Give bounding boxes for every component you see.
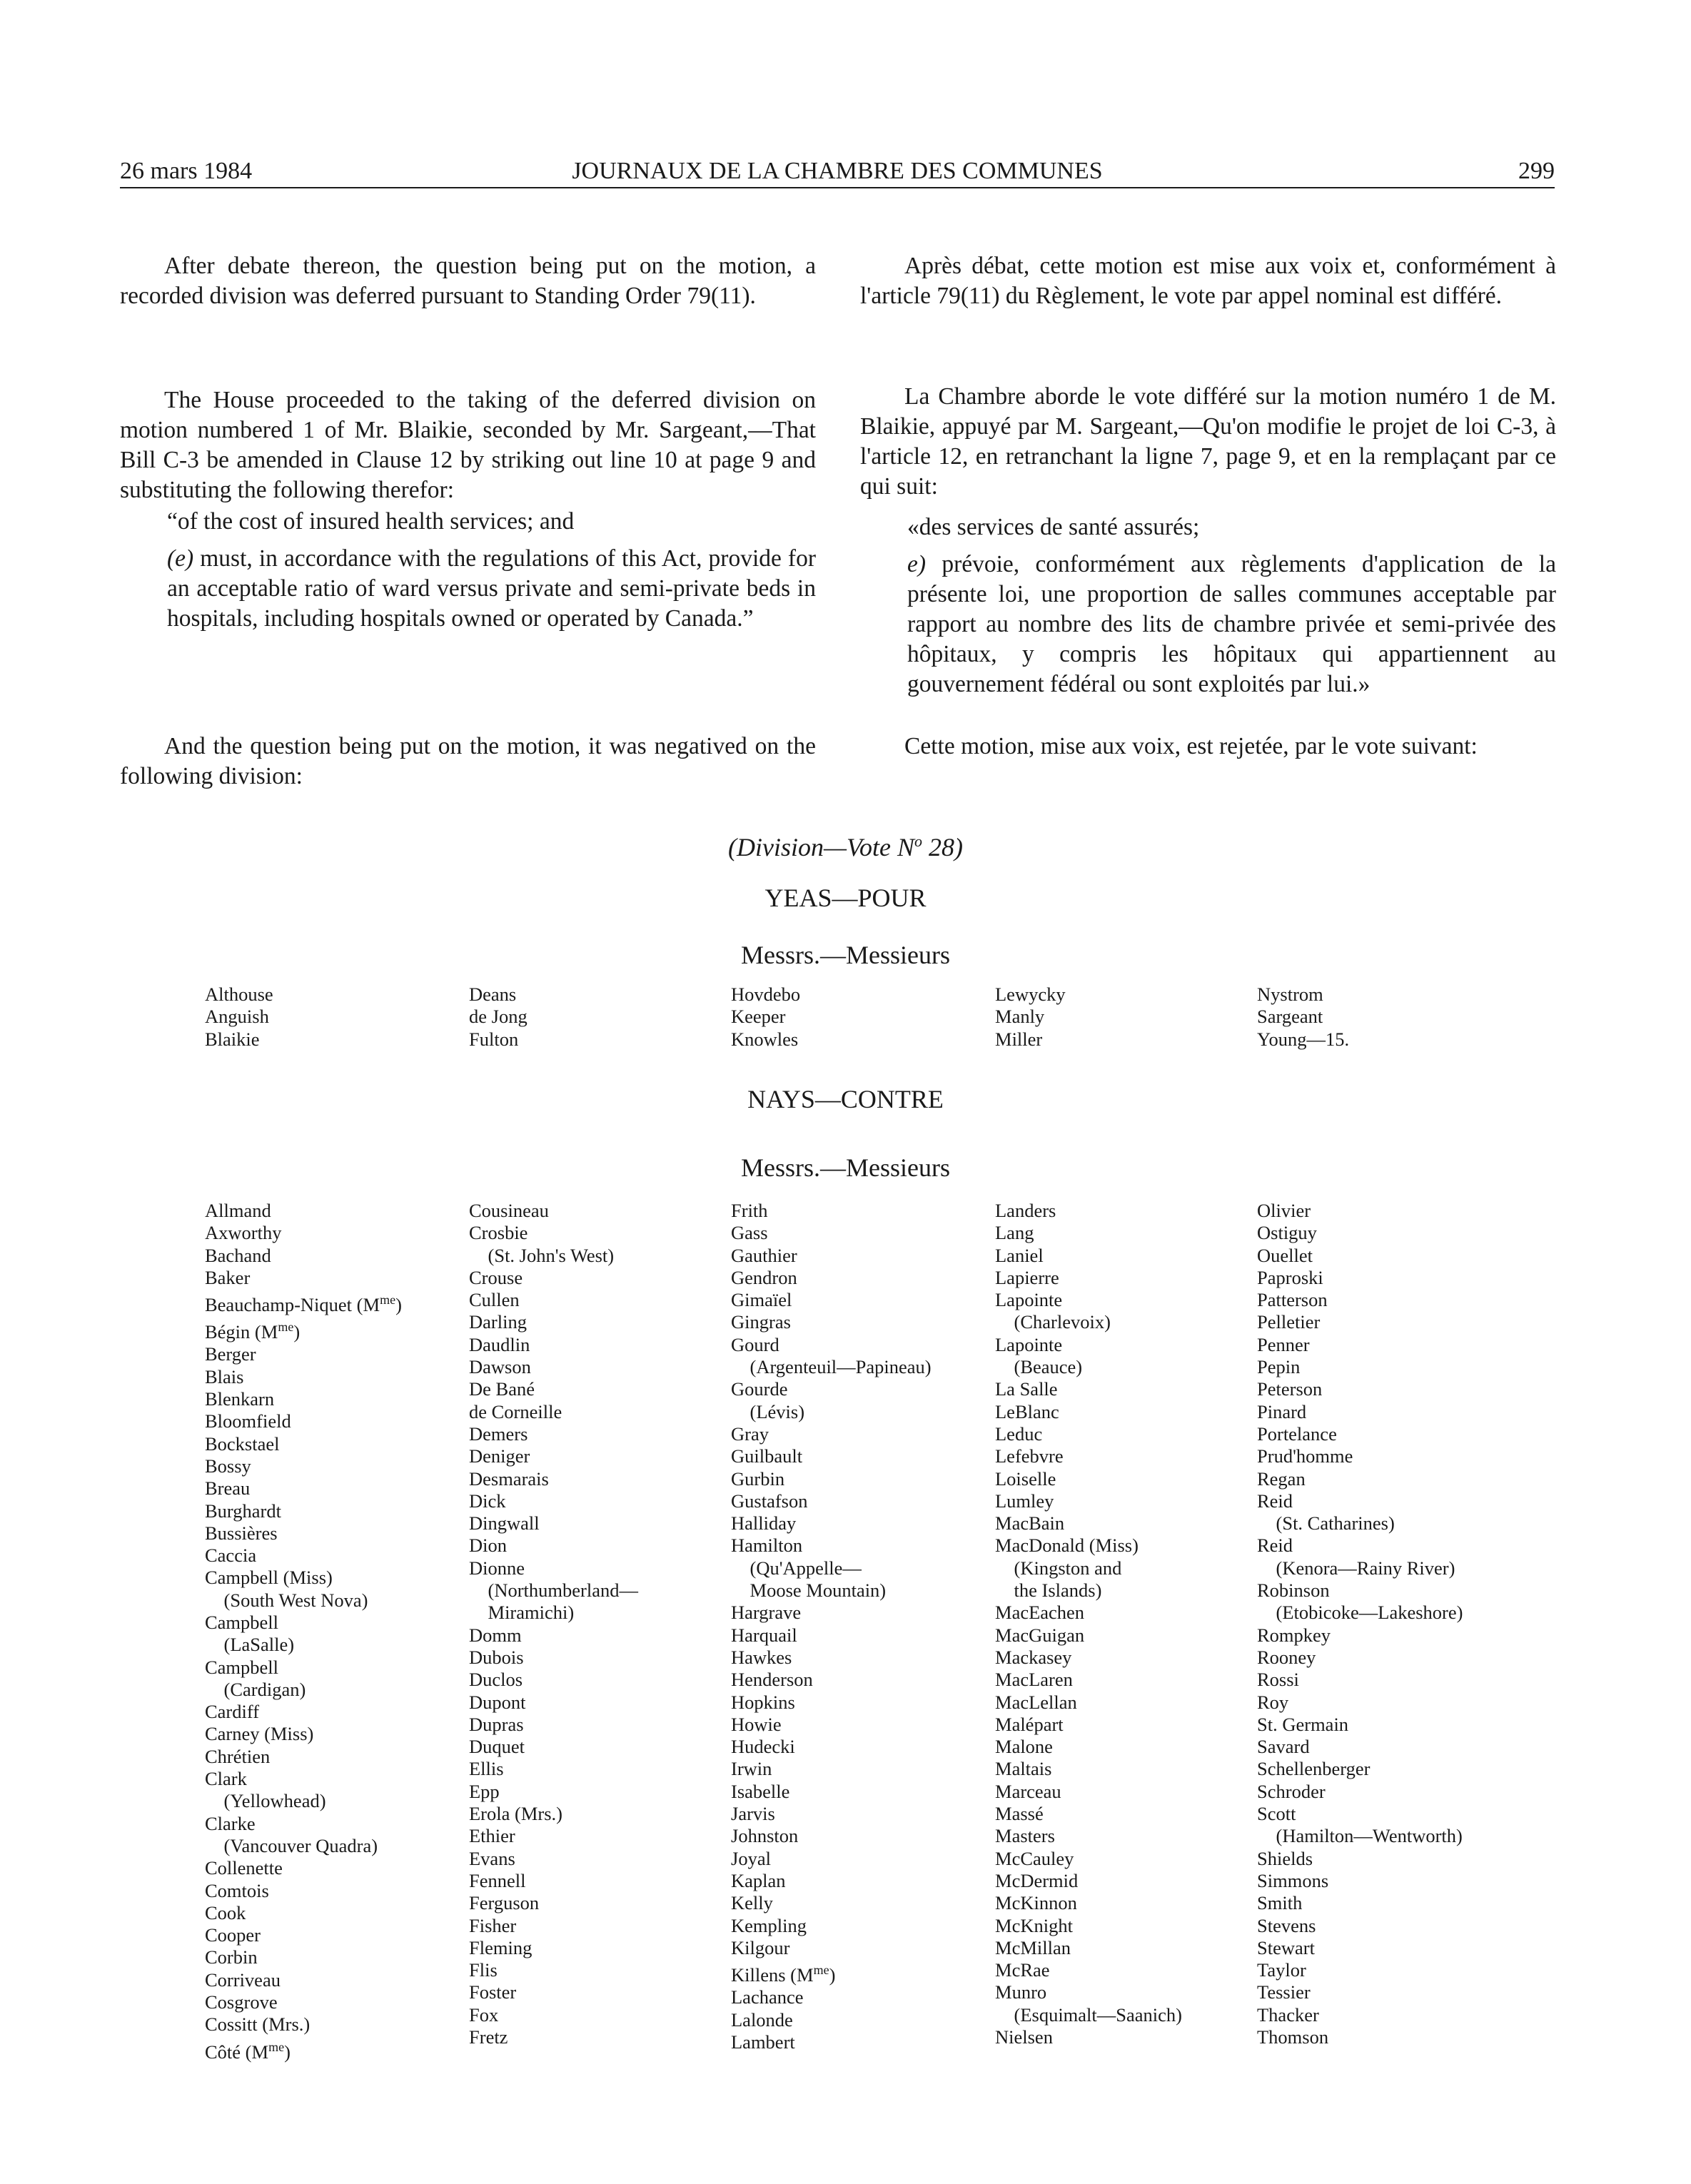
member-name: Scott [1257,1803,1296,1825]
member-name: Prud'homme [1257,1445,1353,1467]
member-name: Blenkarn [205,1388,275,1410]
member-name: Beauchamp-Niquet $(M^{me})$ [205,1293,402,1316]
member-name: La Salle [995,1378,1058,1400]
member-name: Cossitt (Mrs.) [205,2013,311,2036]
member-name: Corbin [205,1946,258,1968]
french-para-3: Cette motion, mise aux voix, est rejetée, par le vote suivant: [904,733,1478,759]
member-name: Gurbin [731,1467,785,1490]
english-clause-marker: (e) [167,545,194,572]
member-name: Bussières [205,1522,278,1544]
member-name: (Qu'Appelle— [731,1557,862,1579]
member-name: Blaikie [205,1028,260,1050]
english-para-1: After debate thereon, the question being put on the motion, a recorded division was deferred pursuant to Standing Order 79(11). [120,253,816,309]
member-name: Duquet [469,1736,525,1758]
member-name: Jarvis [731,1803,775,1825]
french-quote-line-1: «des services de santé assurés; [907,514,1200,540]
english-quote-line-2 [167,544,816,634]
member-name: Guilbault [731,1445,803,1467]
member-name: Hargrave [731,1602,802,1624]
member-name: Henderson [731,1669,813,1691]
member-name: Miller [995,1028,1043,1050]
member-name: (Beauce) [995,1356,1083,1378]
member-name: Landers [995,1200,1056,1221]
yeas-heading: YEAS—POUR [764,884,927,912]
member-name: MacLellan [995,1691,1077,1713]
member-name: Harquail [731,1624,797,1646]
member-name: Dionne [469,1557,525,1579]
member-name: Dawson [469,1356,531,1378]
french-quote-line-2 [907,550,1556,699]
member-name: Paproski [1257,1266,1323,1288]
member-name: Hamilton [731,1535,803,1557]
member-name: Cosgrove [205,1991,278,2013]
member-name: Fulton [469,1028,519,1050]
member-name: Rooney [1257,1646,1316,1668]
member-name: Loiselle [995,1467,1056,1490]
member-name: Demers [469,1422,528,1445]
english-para-2: The House proceeded to the taking of the deferred division on motion numbered 1 of Mr. Blaikie, seconded by Mr. Sargeant,—That Bill C-3 be amended in Clause 12 by striking out line 10 at page 9 and substituting the following therefor: [120,387,816,503]
member-name: Cousineau [469,1200,549,1221]
member-name: de Corneille [469,1400,562,1422]
member-name: Breau [205,1477,251,1500]
nays-column [469,1200,638,2048]
member-name: Marceau [995,1780,1061,1802]
member-name: Isabelle [731,1780,790,1802]
member-name: (Yellowhead) [205,1790,326,1812]
member-name: Cullen [469,1289,520,1311]
member-name: Comtois [205,1879,269,1901]
member-name: Epp [469,1780,500,1802]
member-name: Berger [205,1343,256,1365]
member-name: Erola (Mrs.) [469,1803,562,1825]
member-name: Cardiff [205,1701,260,1723]
member-name: Gourd [731,1333,779,1355]
member-name: MacGuigan [995,1624,1085,1646]
member-name: Evans [469,1847,515,1869]
member-name: Roy [1257,1691,1289,1713]
member-name: Shields [1257,1847,1313,1869]
member-name: Ferguson [469,1892,540,1914]
member-name: De Bané [469,1378,535,1400]
member-name: Nielsen [995,2026,1053,2048]
member-name: (St. John's West) [469,1244,615,1266]
member-name: MacEachen [995,1602,1085,1624]
member-name: Keeper [731,1006,786,1028]
member-name: Mackasey [995,1646,1072,1668]
member-name: Irwin [731,1758,772,1780]
member-name: Blais [205,1365,244,1387]
member-name: (LaSalle) [205,1634,295,1656]
member-name: Lumley [995,1490,1054,1512]
member-name: Cook [205,1901,246,1923]
header-date: 26 mars 1984 [120,158,253,184]
member-name: Bloomfield [205,1410,291,1432]
member-name: (South West Nova) [205,1589,368,1611]
member-name: (Kenora—Rainy River) [1257,1557,1455,1579]
yeas-column [469,984,528,1051]
member-name: Pepin [1257,1356,1301,1378]
member-name: (Charlevoix) [995,1311,1111,1333]
member-name: MacLaren [995,1669,1073,1691]
member-name: Lambert [731,2031,795,2053]
nays-column [995,1200,1182,2048]
member-name: Hawkes [731,1646,792,1668]
nays-heading: NAYS—CONTRE [747,1085,944,1113]
member-name: Olivier [1257,1200,1311,1221]
member-name: Bégin $(M^{me})$ [205,1320,301,1343]
yeas-column [205,984,273,1051]
member-name: Ellis [469,1758,504,1780]
member-name: Desmarais [469,1467,549,1490]
member-name: Patterson [1257,1289,1328,1311]
member-name: Campbell [205,1612,279,1633]
yeas-messrs-heading: Messrs.—Messieurs [741,941,950,969]
member-name: Crouse [469,1266,523,1288]
member-name: Fox [469,2003,499,2026]
running-header [120,156,1555,188]
member-name: Manly [995,1006,1045,1028]
member-name: Campbell (Miss) [205,1567,333,1589]
member-name: McKinnon [995,1892,1077,1914]
member-name: Joyal [731,1847,771,1869]
member-name: Allmand [205,1200,271,1221]
member-name: Hovdebo [731,984,801,1005]
yeas-column [731,984,800,1051]
member-name: Kempling [731,1914,807,1936]
member-name: Lapointe [995,1333,1063,1355]
member-name: Smith [1257,1892,1303,1914]
nays-column [731,1200,932,2053]
member-name: Gendron [731,1266,797,1288]
member-name: Côté $(M^{me})$ [205,2039,291,2063]
member-name: (Cardigan) [205,1678,306,1700]
member-name: Ostiguy [1257,1222,1317,1244]
member-name: McMillan [995,1936,1071,1958]
member-name: Lachance [731,1986,804,2008]
member-name: Ethier [469,1825,515,1847]
member-name: Dion [469,1535,507,1557]
member-name: Dubois [469,1646,524,1668]
member-name: Lalonde [731,2008,793,2031]
member-name: Clark [205,1768,247,1790]
member-name: de Jong [469,1006,528,1028]
member-name: Kilgour [731,1936,790,1958]
yeas-column [995,984,1066,1051]
member-name: Penner [1257,1333,1310,1355]
member-name: Daudlin [469,1333,530,1355]
division-title: (Division—Vote $N^o$ 28) [728,832,963,861]
member-name: Dupras [469,1713,524,1735]
member-name: Cooper [205,1924,261,1946]
member-name: Gauthier [731,1244,797,1266]
member-name: (Northumberland— [469,1579,638,1602]
member-name: Gass [731,1222,768,1244]
member-name: Laniel [995,1244,1044,1266]
french-clause-text: prévoie, conformément aux règlements d'application de la présente loi, une proportion de salles communes acceptable par rapport au nombre des lits de chambre privée et semi-privée des hôpitaux, y compris les hôpitaux qui appartiennent au gouvernement fédéral ou sont exploités par lui.» [907,551,1556,697]
member-name: Gray [731,1422,769,1445]
member-name: Moose Mountain) [731,1579,887,1602]
member-name: MacBain [995,1512,1065,1535]
member-name: Dupont [469,1691,526,1713]
member-name: Tessier [1257,1981,1311,2003]
nays-column [1257,1200,1463,2048]
member-name: Nystrom [1257,984,1323,1005]
member-name: Carney (Miss) [205,1723,314,1745]
member-name: Savard [1257,1736,1310,1758]
member-name: Hudecki [731,1736,795,1758]
member-name: Portelance [1257,1422,1337,1445]
member-name: Deniger [469,1445,530,1467]
member-name: Massé [995,1803,1044,1825]
member-name: Young—15. [1257,1028,1350,1050]
member-name: Malone [995,1736,1053,1758]
member-name: Collenette [205,1857,283,1879]
member-name: Miramichi) [469,1602,575,1624]
member-name: Darling [469,1311,527,1333]
member-name: Frith [731,1200,768,1221]
member-name: Burghardt [205,1500,281,1522]
member-name: (Etobicoke—Lakeshore) [1257,1602,1463,1624]
page-number: 299 [1518,158,1555,184]
member-name: Schroder [1257,1780,1326,1802]
member-name: Corriveau [205,1968,281,1991]
member-name: Gingras [731,1311,791,1333]
member-name: (St. Catharines) [1257,1512,1395,1535]
member-name: Campbell [205,1656,279,1678]
member-name: Lefebvre [995,1445,1064,1467]
member-name: Anguish [205,1006,269,1028]
member-name: Schellenberger [1257,1758,1371,1780]
english-quote [120,507,816,641]
member-name: the Islands) [995,1579,1102,1602]
nays-messrs-heading: Messrs.—Messieurs [741,1153,950,1182]
member-name: McKnight [995,1914,1073,1936]
header-title: JOURNAUX DE LA CHAMBRE DES COMMUNES [572,158,1103,184]
member-name: Lang [995,1222,1034,1244]
member-name: (Esquimalt—Saanich) [995,2003,1182,2026]
member-name: Bockstael [205,1432,280,1455]
french-para-1: Après débat, cette motion est mise aux voix et, conformément à l'article 79(11) du Règlement, le vote par appel nominal est différé. [860,253,1556,309]
member-name: Deans [469,984,517,1005]
member-name: Fleming [469,1936,532,1958]
english-para-3: And the question being put on the motion, it was negatived on the following division: [120,733,816,789]
member-name: (Lévis) [731,1400,805,1422]
member-name: Hopkins [731,1691,795,1713]
member-name: Regan [1257,1467,1306,1490]
member-name: Maltais [995,1758,1052,1780]
member-name: Duclos [469,1669,523,1691]
member-name: Halliday [731,1512,797,1535]
member-name: Stevens [1257,1914,1316,1936]
member-name: Simmons [1257,1869,1329,1891]
member-name: St. Germain [1257,1713,1349,1735]
member-name: Masters [995,1825,1055,1847]
member-name: Gourde [731,1378,788,1400]
member-name: Stewart [1257,1936,1315,1958]
member-name: Kelly [731,1892,773,1914]
member-name: Thomson [1257,2026,1329,2048]
member-name: Killens $(M^{me})$ [731,1963,836,1986]
member-name: Reid [1257,1490,1293,1512]
member-name: Leduc [995,1422,1043,1445]
member-name: Kaplan [731,1869,786,1891]
member-name: Chrétien [205,1745,271,1767]
member-name: Gimaïel [731,1289,792,1311]
member-name: Malépart [995,1713,1064,1735]
member-name: Baker [205,1266,251,1288]
member-name: Axworthy [205,1222,282,1244]
member-name: Gustafson [731,1490,808,1512]
member-name: (Kingston and [995,1557,1122,1579]
member-name: Ouellet [1257,1244,1313,1266]
member-name: Fisher [469,1914,517,1936]
member-name: Flis [469,1959,498,1981]
member-name: Peterson [1257,1378,1323,1400]
member-name: Sargeant [1257,1006,1323,1028]
english-clause-text: must, in accordance with the regulations of this Act, provide for an acceptable ratio of ward versus private and semi-private beds in hospitals, including hospitals owned or operated by Canada.” [167,545,816,632]
member-name: Thacker [1257,2003,1319,2026]
member-name: Rompkey [1257,1624,1331,1646]
french-para-2: La Chambre aborde le vote différé sur la motion numéro 1 de M. Blaikie, appuyé par M. Sargeant,—Qu'on modifie le projet de loi C-3, à l'article 12, en retranchant la ligne 7, page 9, et en la remplaçant par ce qui suit: [860,383,1556,500]
member-name: Dingwall [469,1512,540,1535]
member-name: Bossy [205,1455,251,1477]
member-name: Crosbie [469,1222,528,1244]
member-name: Clarke [205,1812,256,1834]
member-name: McCauley [995,1847,1074,1869]
member-name: Howie [731,1713,782,1735]
member-name: Rossi [1257,1669,1299,1691]
member-name: Domm [469,1624,522,1646]
member-name: Fretz [469,2026,508,2048]
yeas-column [1257,984,1349,1051]
french-quote [860,512,1556,707]
english-quote-line-1: “of the cost of insured health services; and [167,508,575,535]
member-name: Caccia [205,1545,257,1567]
member-name: Dick [469,1490,506,1512]
member-name: Bachand [205,1244,271,1266]
member-name: Munro [995,1981,1047,2003]
member-name: Johnston [731,1825,799,1847]
member-name: Knowles [731,1028,799,1050]
member-name: LeBlanc [995,1400,1059,1422]
member-name: Pelletier [1257,1311,1321,1333]
member-name: Lapierre [995,1266,1059,1288]
member-name: Lewycky [995,984,1066,1005]
member-name: (Vancouver Quadra) [205,1834,378,1856]
member-name: MacDonald (Miss) [995,1535,1139,1557]
nays-column [205,1200,402,2063]
member-name: McRae [995,1959,1050,1981]
member-name: (Hamilton—Wentworth) [1257,1825,1463,1847]
member-name: Lapointe [995,1289,1063,1311]
member-name: Reid [1257,1535,1293,1557]
member-name: Fennell [469,1869,526,1891]
french-clause-marker: e) [907,551,927,577]
member-name: Althouse [205,984,273,1005]
member-name: McDermid [995,1869,1079,1891]
member-name: Taylor [1257,1959,1306,1981]
member-name: (Argenteuil—Papineau) [731,1356,932,1378]
member-name: Robinson [1257,1579,1330,1602]
member-name: Foster [469,1981,517,2003]
member-name: Pinard [1257,1400,1307,1422]
